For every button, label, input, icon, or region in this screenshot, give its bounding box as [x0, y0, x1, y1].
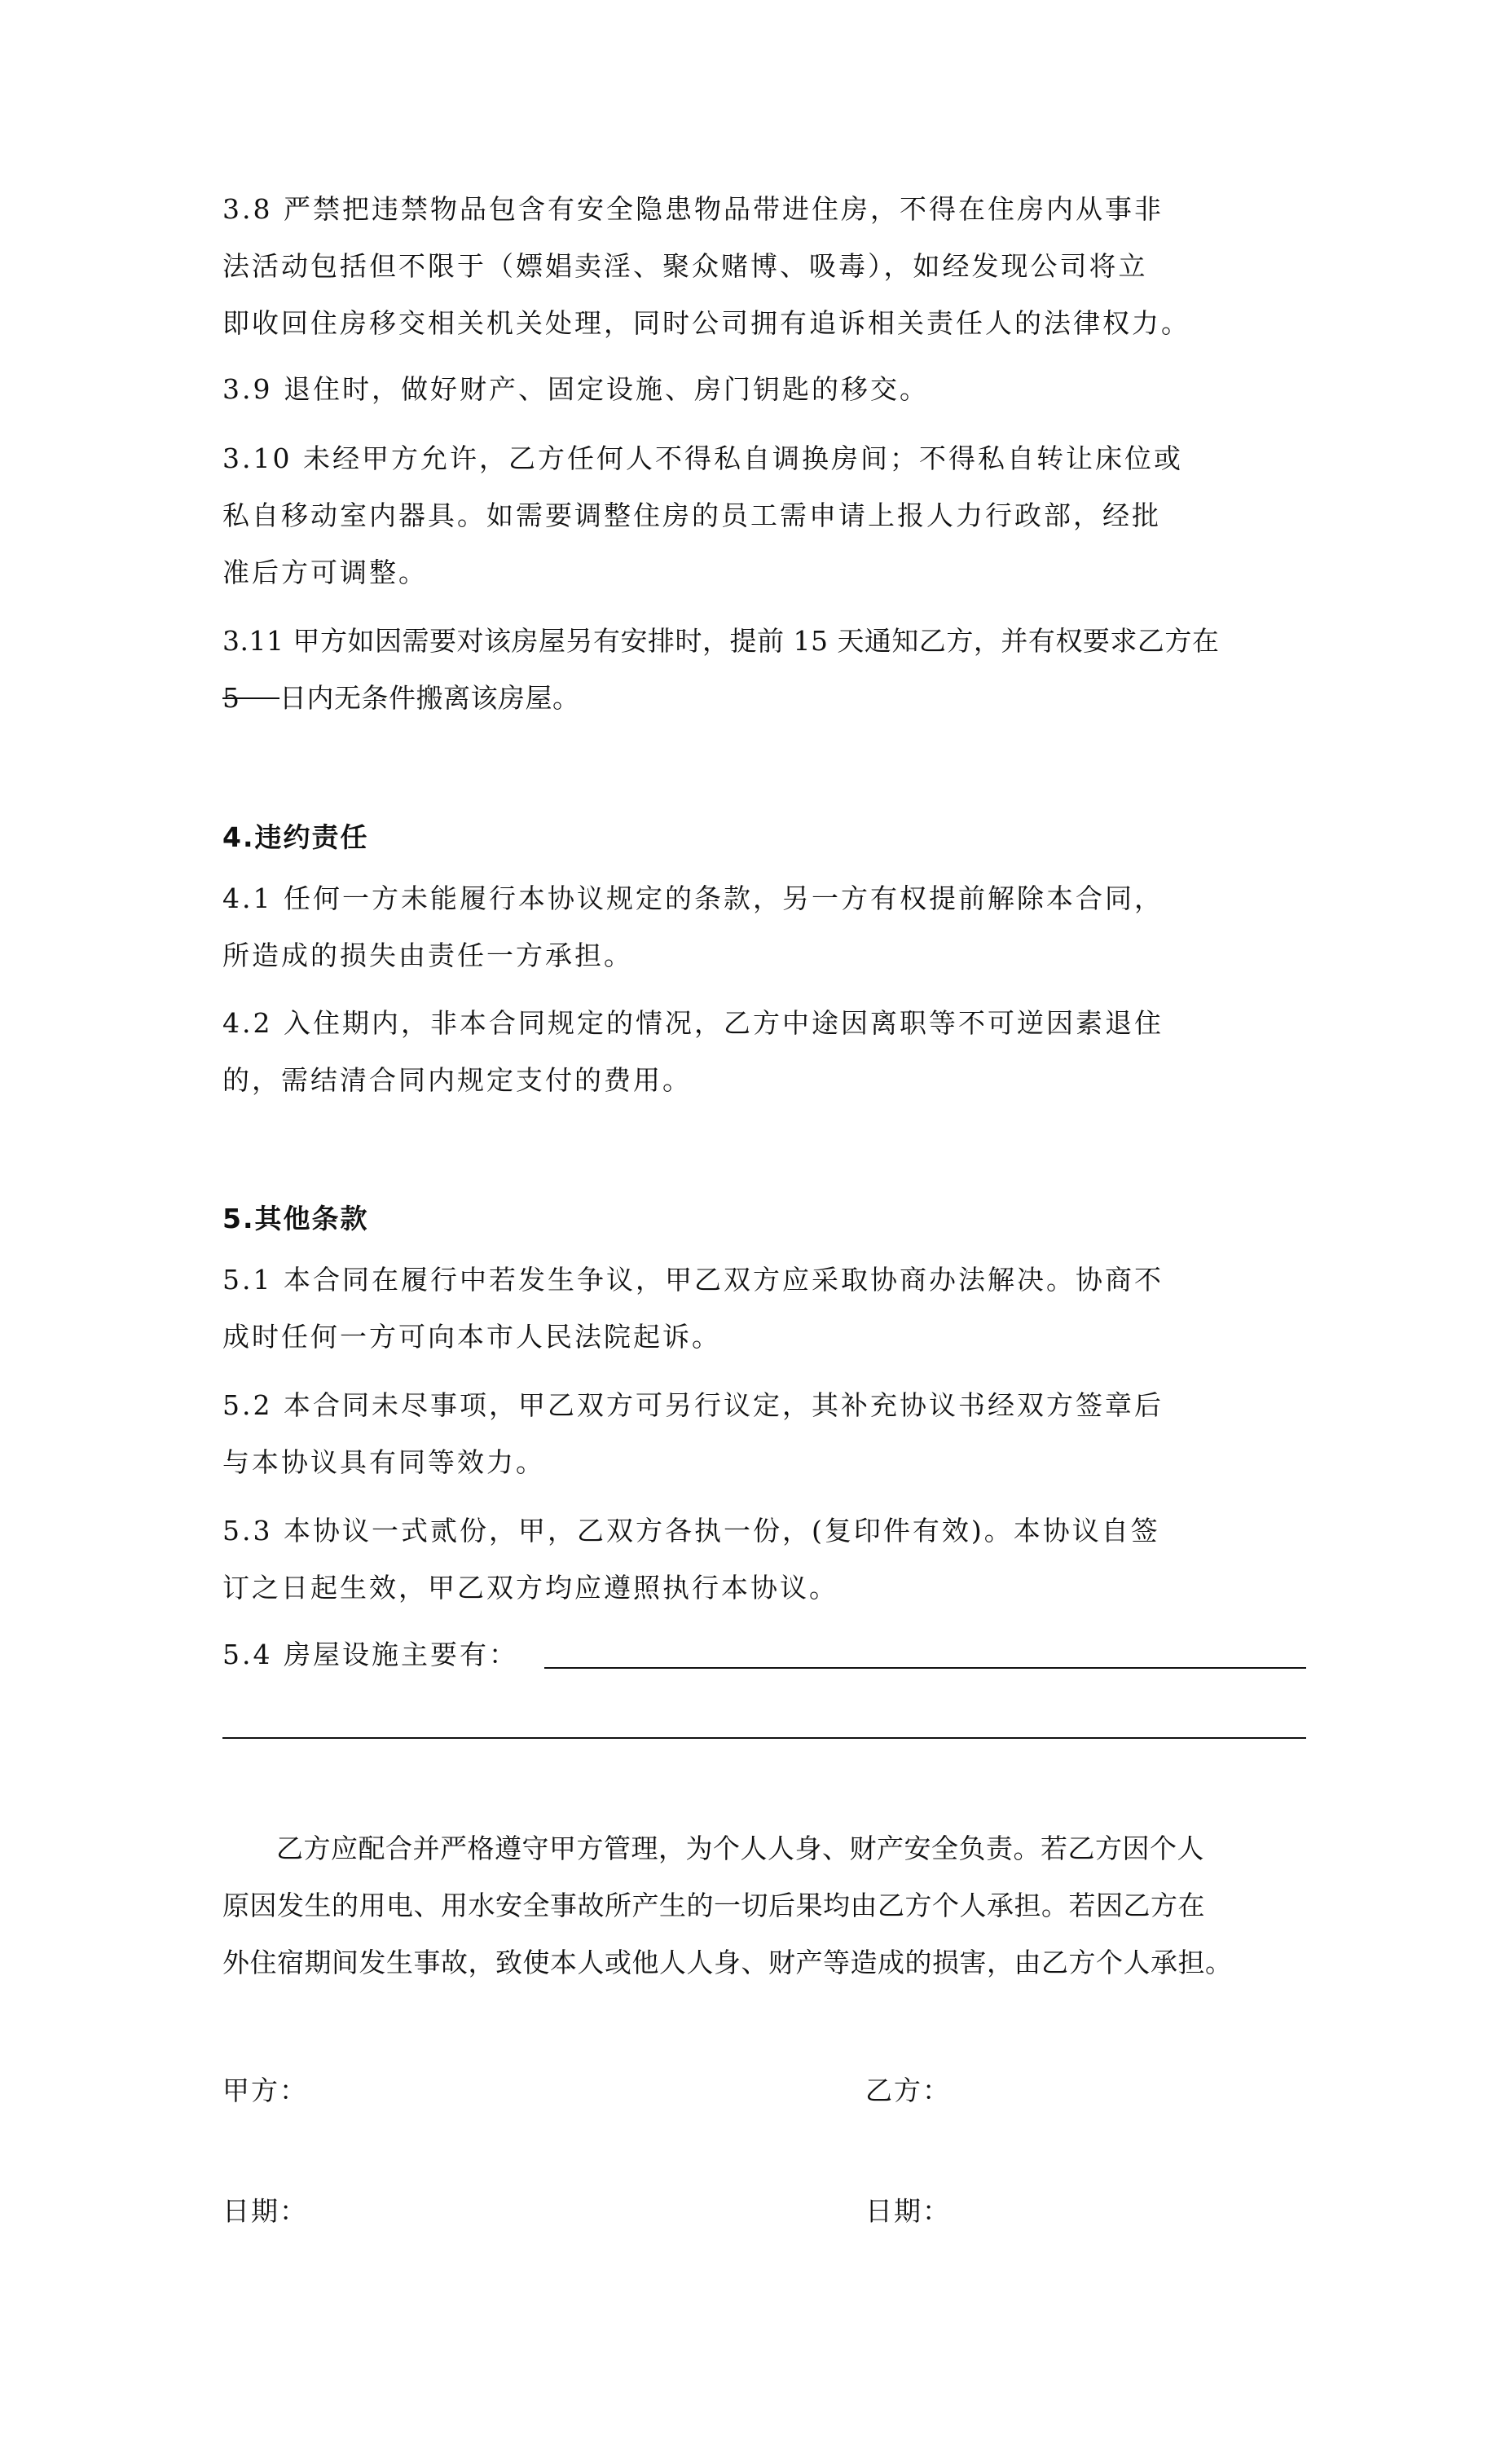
closing-paragraph [222, 1820, 1306, 1991]
clause-4-1-line-2: 所造成的损失由责任一方承担。 [222, 939, 633, 971]
party-a-date-label: 日期： [222, 2195, 308, 2227]
clause-4-2 [222, 995, 1306, 1109]
clause-3-10-line-1: 3.10 未经甲方允许，乙方任何人不得私自调换房间；不得私自转让床位或 [222, 442, 1183, 474]
clause-5-3 [222, 1503, 1306, 1617]
clause-5-2-line-1: 5.2 本合同未尽事项，甲乙双方可另行议定，其补充协议书经双方签章后 [222, 1389, 1164, 1421]
clause-4-2-line-2: 的，需结清合同内规定支付的费用。 [222, 1064, 692, 1096]
clause-4-2-line-1: 4.2 入住期内，非本合同规定的情况，乙方中途因离职等不可逆因素退住 [222, 1007, 1164, 1039]
clause-3-10 [222, 430, 1306, 601]
clause-3-9-line-1: 3.9 退住时，做好财产、固定设施、房门钥匙的移交。 [222, 373, 929, 405]
clause-5-2 [222, 1377, 1306, 1491]
days-blank: 5 [222, 670, 279, 699]
clause-4-1-line-1: 4.1 任何一方未能履行本协议规定的条款，另一方有权提前解除本合同， [222, 882, 1164, 914]
clause-5-4 [222, 1626, 1306, 1683]
clause-3-8 [222, 181, 1306, 352]
clause-5-3-line-2: 订之日起生效，甲乙双方均应遵照执行本协议。 [222, 1572, 838, 1604]
facilities-fill-line-1 [544, 1667, 1306, 1669]
clause-5-4-label: 5.4 房屋设施主要有： [222, 1639, 518, 1670]
facilities-fill-line-2 [222, 1737, 1306, 1739]
clause-3-11 [222, 613, 1306, 727]
clause-3-8-line-1: 3.8 严禁把违禁物品包含有安全隐患物品带进住房，不得在住房内从事非 [222, 193, 1164, 225]
clause-3-8-line-2: 法活动包括但不限于（嫖娼卖淫、聚众赌博、吸毒），如经发现公司将立 [222, 250, 1148, 282]
clause-5-2-line-2: 与本协议具有同等效力。 [222, 1446, 545, 1478]
clause-4-1 [222, 870, 1306, 984]
clause-3-8-line-3: 即收回住房移交相关机关处理，同时公司拥有追诉相关责任人的法律权力。 [222, 307, 1190, 339]
closing-line-1: 乙方应配合并严格遵守甲方管理，为个人人身、财产安全负责。若乙方因个人 [276, 1833, 1204, 1864]
section-5-heading: 5.其他条款 [222, 1203, 369, 1234]
party-b-date-label: 日期： [865, 2195, 951, 2227]
clause-5-1-line-2: 成时任何一方可向本市人民法院起诉。 [222, 1321, 721, 1353]
clause-3-11-line-2 [222, 670, 1306, 727]
party-a-signature-label: 甲方： [222, 2075, 308, 2106]
section-4-heading: 4.违约责任 [222, 821, 369, 853]
clause-3-10-line-2: 私自移动室内器具。如需要调整住房的员工需申请上报人力行政部，经批 [222, 499, 1161, 531]
clause-3-9 [222, 361, 1306, 418]
clause-5-1-line-1: 5.1 本合同在履行中若发生争议，甲乙双方应采取协商办法解决。协商不 [222, 1264, 1164, 1296]
clause-3-11-line-1: 3.11 甲方如因需要对该房屋另有安排时，提前 15 天通知乙方，并有权要求乙方在 [222, 625, 1220, 657]
clause-5-1 [222, 1252, 1306, 1366]
closing-line-3: 外住宿期间发生事故，致使本人或他人人身、财产等造成的损害，由乙方个人承担。 [222, 1947, 1233, 1978]
clause-5-3-line-1: 5.3 本协议一式贰份，甲，乙双方各执一份，(复印件有效)。本协议自签 [222, 1515, 1160, 1547]
clause-3-10-line-3: 准后方可调整。 [222, 557, 428, 588]
party-b-signature-label: 乙方： [865, 2075, 951, 2106]
closing-line-2: 原因发生的用电、用水安全事故所产生的一切后果均由乙方个人承担。若因乙方在 [222, 1890, 1205, 1921]
clause-3-11-line-2-text: 日内无条件搬离该房屋。 [279, 682, 580, 714]
